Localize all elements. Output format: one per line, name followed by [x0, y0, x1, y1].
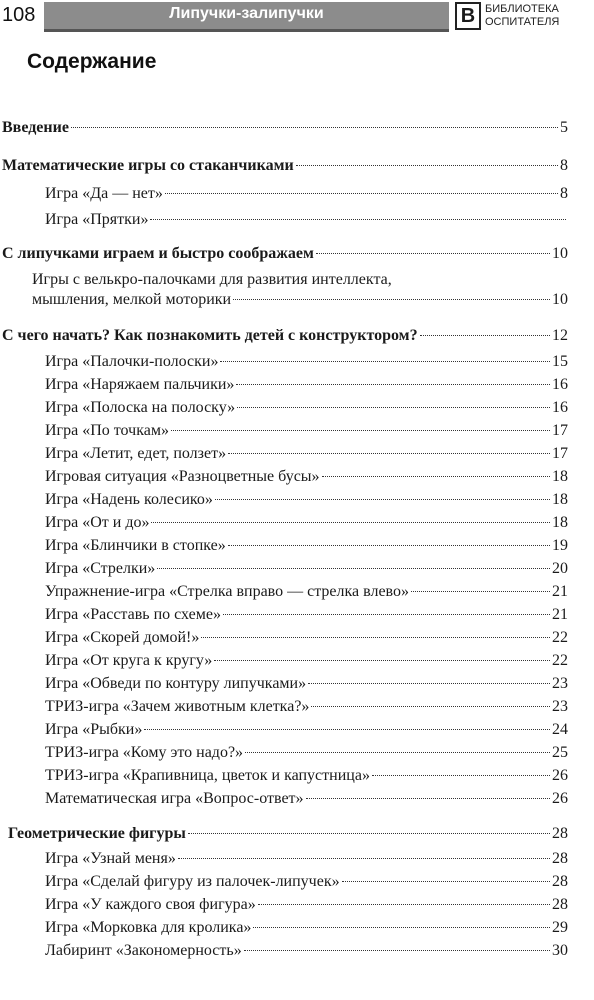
leader-dots [157, 568, 550, 569]
toc-entry [45, 918, 568, 938]
toc-entry-page: 17 [552, 445, 568, 462]
toc-entry-label: Игра «По точкам» [45, 422, 169, 439]
toc-entry-label: ТРИЗ-игра «Зачем животным клетка?» [45, 698, 310, 715]
toc-entry-page: 28 [552, 825, 568, 842]
toc-entry-page: 20 [552, 560, 568, 577]
toc-entry [45, 210, 568, 230]
toc-entry [2, 156, 568, 176]
leader-dots [411, 591, 550, 592]
toc-entry-page: 15 [552, 353, 568, 370]
toc-entry [45, 398, 568, 418]
toc-entry-page: 21 [552, 583, 568, 600]
toc-entry [45, 559, 568, 579]
toc-entry [45, 743, 568, 763]
leader-dots [220, 361, 550, 362]
leader-dots [171, 430, 550, 431]
toc-entry [45, 766, 568, 786]
leader-dots [214, 660, 550, 661]
leader-dots [144, 729, 550, 730]
running-title-bar [44, 2, 449, 32]
toc-entry-label: Игра «Полоска на полоску» [45, 399, 236, 416]
leader-dots [372, 775, 550, 776]
toc-entry-label: Игра «Наряжаем пальчики» [45, 376, 235, 393]
leader-dots [322, 476, 550, 477]
toc-entry-label: Математическая игра «Вопрос-ответ» [45, 790, 304, 807]
toc-entry-label: Игра «Скорей домой!» [45, 629, 200, 646]
toc-entry [45, 941, 568, 961]
toc-entry-label: Геометрические фигуры [8, 825, 186, 842]
toc-entry [45, 697, 568, 717]
toc-entry-label: Игра «Прятки» [45, 211, 149, 228]
toc-entry [45, 444, 568, 464]
leader-dots [245, 752, 550, 753]
toc-entry-label: Игра «Рыбки» [45, 721, 143, 738]
page-header [0, 0, 594, 34]
toc-entry-page: 29 [552, 919, 568, 936]
toc-entry-page: 12 [552, 327, 568, 344]
toc-entry [45, 536, 568, 556]
toc-entry [2, 118, 568, 138]
toc-entry-label: Игры с велькро-палочками для развития интеллекта, [32, 271, 392, 288]
logo-text [485, 3, 559, 29]
toc-entry-label: Игра «Морковка для кролика» [45, 919, 252, 936]
leader-dots [215, 499, 550, 500]
toc-entry-page: 25 [552, 744, 568, 761]
toc-entry-label: Математические игры со стаканчиками [2, 157, 294, 174]
toc-entry-label: Игра «У каждого своя фигура» [45, 896, 256, 913]
toc-entry-page: 22 [552, 629, 568, 646]
toc-entry-label: Игра «Блинчики в стопке» [45, 537, 226, 554]
toc-entry-page: 21 [552, 606, 568, 623]
page-title: Содержание [27, 50, 157, 73]
toc-entry-page: 28 [552, 896, 568, 913]
toc-entry-label: Игра «Палочки-полоски» [45, 353, 219, 370]
toc-entry-page: 26 [552, 790, 568, 807]
leader-dots [223, 614, 550, 615]
toc-entry [45, 582, 568, 602]
logo-line-1: БИБЛИОТЕКА [485, 3, 559, 15]
leader-dots [178, 858, 550, 859]
leader-dots [201, 637, 550, 638]
leader-dots [306, 798, 550, 799]
toc-entry [2, 326, 568, 346]
leader-dots [342, 881, 550, 882]
toc-entry-label: ТРИЗ-игра «Крапивница, цветок и капустница» [45, 767, 370, 784]
toc-entry [2, 244, 568, 264]
leader-dots [150, 219, 566, 220]
toc-entry-label: мышления, мелкой моторики [32, 291, 232, 308]
toc-entry-page: 26 [552, 767, 568, 784]
leader-dots [311, 706, 550, 707]
toc-entry [8, 824, 568, 844]
toc-entry-page: 23 [552, 698, 568, 715]
toc-entry [45, 789, 568, 809]
toc-entry-label: Введение [2, 119, 69, 136]
leader-dots [244, 950, 550, 951]
toc-entry [45, 605, 568, 625]
toc-entry-page: 16 [552, 399, 568, 416]
toc-entry-page: 10 [552, 291, 568, 308]
toc-entry [45, 184, 568, 204]
leader-dots [188, 833, 550, 834]
toc-entry [45, 375, 568, 395]
leader-dots [151, 522, 550, 523]
leader-dots [236, 384, 550, 385]
toc-entry-page: 18 [552, 514, 568, 531]
toc-entry-label: Игра «Узнай меня» [45, 850, 176, 867]
toc-entry-page: 19 [552, 537, 568, 554]
toc-entry [45, 352, 568, 372]
toc-entry-page: 28 [552, 850, 568, 867]
toc-entry-label: Лабиринт «Закономерность» [45, 942, 242, 959]
leader-dots [233, 299, 550, 300]
toc-entry-page: 17 [552, 422, 568, 439]
toc-entry [45, 421, 568, 441]
toc-entry-label: Игра «Надень колесико» [45, 491, 213, 508]
leader-dots [253, 927, 550, 928]
logo-letter: В [455, 2, 481, 30]
leader-dots [316, 253, 550, 254]
logo-line-2: ОСПИТАТЕЛЯ [485, 16, 560, 28]
toc-entry [45, 490, 568, 510]
toc-entry-label: Игра «Да — нет» [45, 185, 163, 202]
toc-entry-page: 22 [552, 652, 568, 669]
toc-entry-page: 16 [552, 376, 568, 393]
leader-dots [258, 904, 550, 905]
toc-entry-label: Игровая ситуация «Разноцветные бусы» [45, 468, 320, 485]
toc-entry-page: 8 [560, 157, 568, 174]
running-title: Липучки-залипучки [169, 5, 324, 22]
toc-entry-label: С чего начать? Как познакомить детей с конструктором? [2, 327, 418, 344]
toc-entry-label: Игра «Обведи по контуру липучками» [45, 675, 307, 692]
leader-dots [237, 407, 550, 408]
toc-entry-page: 24 [552, 721, 568, 738]
toc-entry-label: Упражнение-игра «Стрелка вправо — стрелка влево» [45, 583, 409, 600]
toc-entry-label: Игра «От и до» [45, 514, 150, 531]
toc-entry [32, 290, 568, 310]
toc-entry-label: Игра «От круга к кругу» [45, 652, 213, 669]
toc-entry-page: 8 [560, 185, 568, 202]
leader-dots [165, 193, 558, 194]
toc-entry [45, 895, 568, 915]
toc-entry [45, 872, 568, 892]
toc-entry-page: 10 [552, 245, 568, 262]
leader-dots [296, 165, 558, 166]
toc-entry-page: 23 [552, 675, 568, 692]
leader-dots [420, 335, 550, 336]
toc-entry-page: 30 [552, 942, 568, 959]
toc-entry [45, 849, 568, 869]
toc-entry-page: 5 [560, 119, 568, 136]
toc-entry-label: Игра «Расставь по схеме» [45, 606, 221, 623]
leader-dots [228, 453, 550, 454]
toc-entry [45, 651, 568, 671]
toc-entry-label: Игра «Летит, едет, ползет» [45, 445, 227, 462]
toc-entry-label: С липучками играем и быстро соображаем [2, 245, 314, 262]
toc-entry-label: Игра «Сделай фигуру из палочек-липучек» [45, 873, 340, 890]
toc-entry [45, 628, 568, 648]
leader-dots [71, 127, 558, 128]
leader-dots [228, 545, 550, 546]
toc-entry [45, 674, 568, 694]
toc-entry [45, 467, 568, 487]
toc-entry-page: 18 [552, 491, 568, 508]
toc-entry [45, 513, 568, 533]
toc-entry-page: 18 [552, 468, 568, 485]
toc-entry-label: Игра «Стрелки» [45, 560, 156, 577]
toc-entry-label: ТРИЗ-игра «Кому это надо?» [45, 744, 244, 761]
toc-entry [45, 720, 568, 740]
toc-entry-page: 28 [552, 873, 568, 890]
series-logo [455, 2, 594, 32]
page-number: 108 [2, 4, 36, 26]
leader-dots [308, 683, 550, 684]
